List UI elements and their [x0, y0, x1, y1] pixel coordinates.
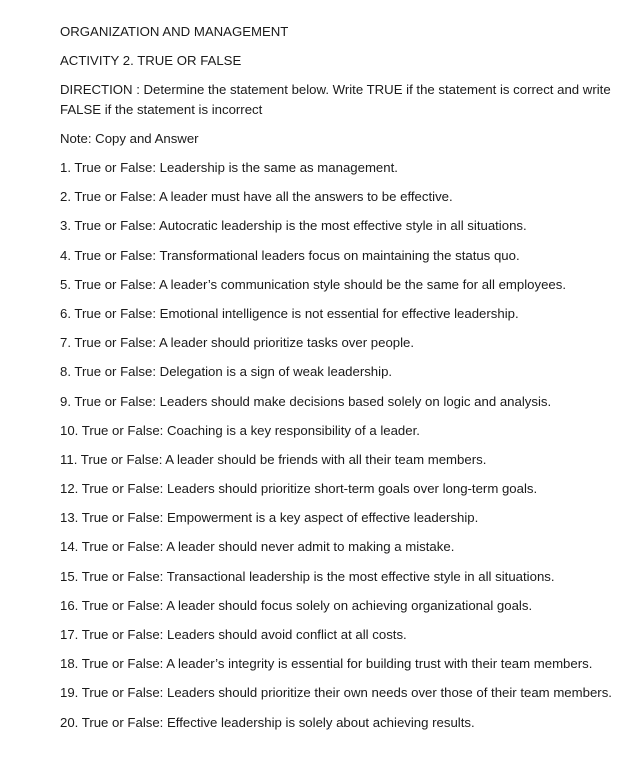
question-item: 2. True or False: A leader must have all the answers to be effective.	[60, 189, 453, 205]
question-item: 3. True or False: Autocratic leadership is the most effective style in all situations.	[60, 218, 527, 234]
question-item: 8. True or False: Delegation is a sign of weak leadership.	[60, 364, 393, 380]
question-item: 12. True or False: Leaders should prioritize short-term goals over long-term goals.	[60, 481, 538, 497]
document-page	[60, 22, 612, 742]
question-item: 18. True or False: A leader’s integrity is essential for building trust with their team members.	[60, 656, 593, 672]
question-item: 5. True or False: A leader’s communication style should be the same for all employees.	[60, 276, 567, 292]
question-item: 9. True or False: Leaders should make decisions based solely on logic and analysis.	[60, 393, 552, 409]
question-item: 6. True or False: Emotional intelligence is not essential for effective leadership.	[60, 305, 519, 321]
question-item: 20. True or False: Effective leadership is solely about achieving results.	[60, 714, 475, 730]
question-item: 13. True or False: Empowerment is a key aspect of effective leadership.	[60, 510, 479, 526]
question-item: 14. True or False: A leader should never admit to making a mistake.	[60, 539, 455, 555]
question-item: 7. True or False: A leader should prioritize tasks over people.	[60, 335, 415, 351]
question-item: 1. True or False: Leadership is the same as management.	[60, 160, 398, 175]
question-item: 17. True or False: Leaders should avoid conflict at all costs.	[60, 627, 407, 642]
question-item: 4. True or False: Transformational leaders focus on maintaining the status quo.	[60, 247, 520, 263]
document-title: ORGANIZATION AND MANAGEMENT	[60, 24, 289, 39]
question-item: 10. True or False: Coaching is a key responsibility of a leader.	[60, 422, 420, 438]
question-item: 16. True or False: A leader should focus solely on achieving organizational goals.	[60, 597, 533, 613]
question-list	[60, 158, 612, 733]
question-item: 11. True or False: A leader should be friends with all their team members.	[60, 451, 487, 467]
question-item: 15. True or False: Transactional leadership is the most effective style in all situations.	[60, 568, 555, 584]
direction-text: DIRECTION : Determine the statement below. Write TRUE if the statement is correct and write FALSE if the statement is incorrect	[60, 82, 611, 117]
question-item: 19. True or False: Leaders should prioritize their own needs over those of their team members.	[60, 685, 612, 701]
note-text: Note: Copy and Answer	[60, 131, 199, 146]
activity-heading: ACTIVITY 2. TRUE OR FALSE	[60, 53, 242, 68]
